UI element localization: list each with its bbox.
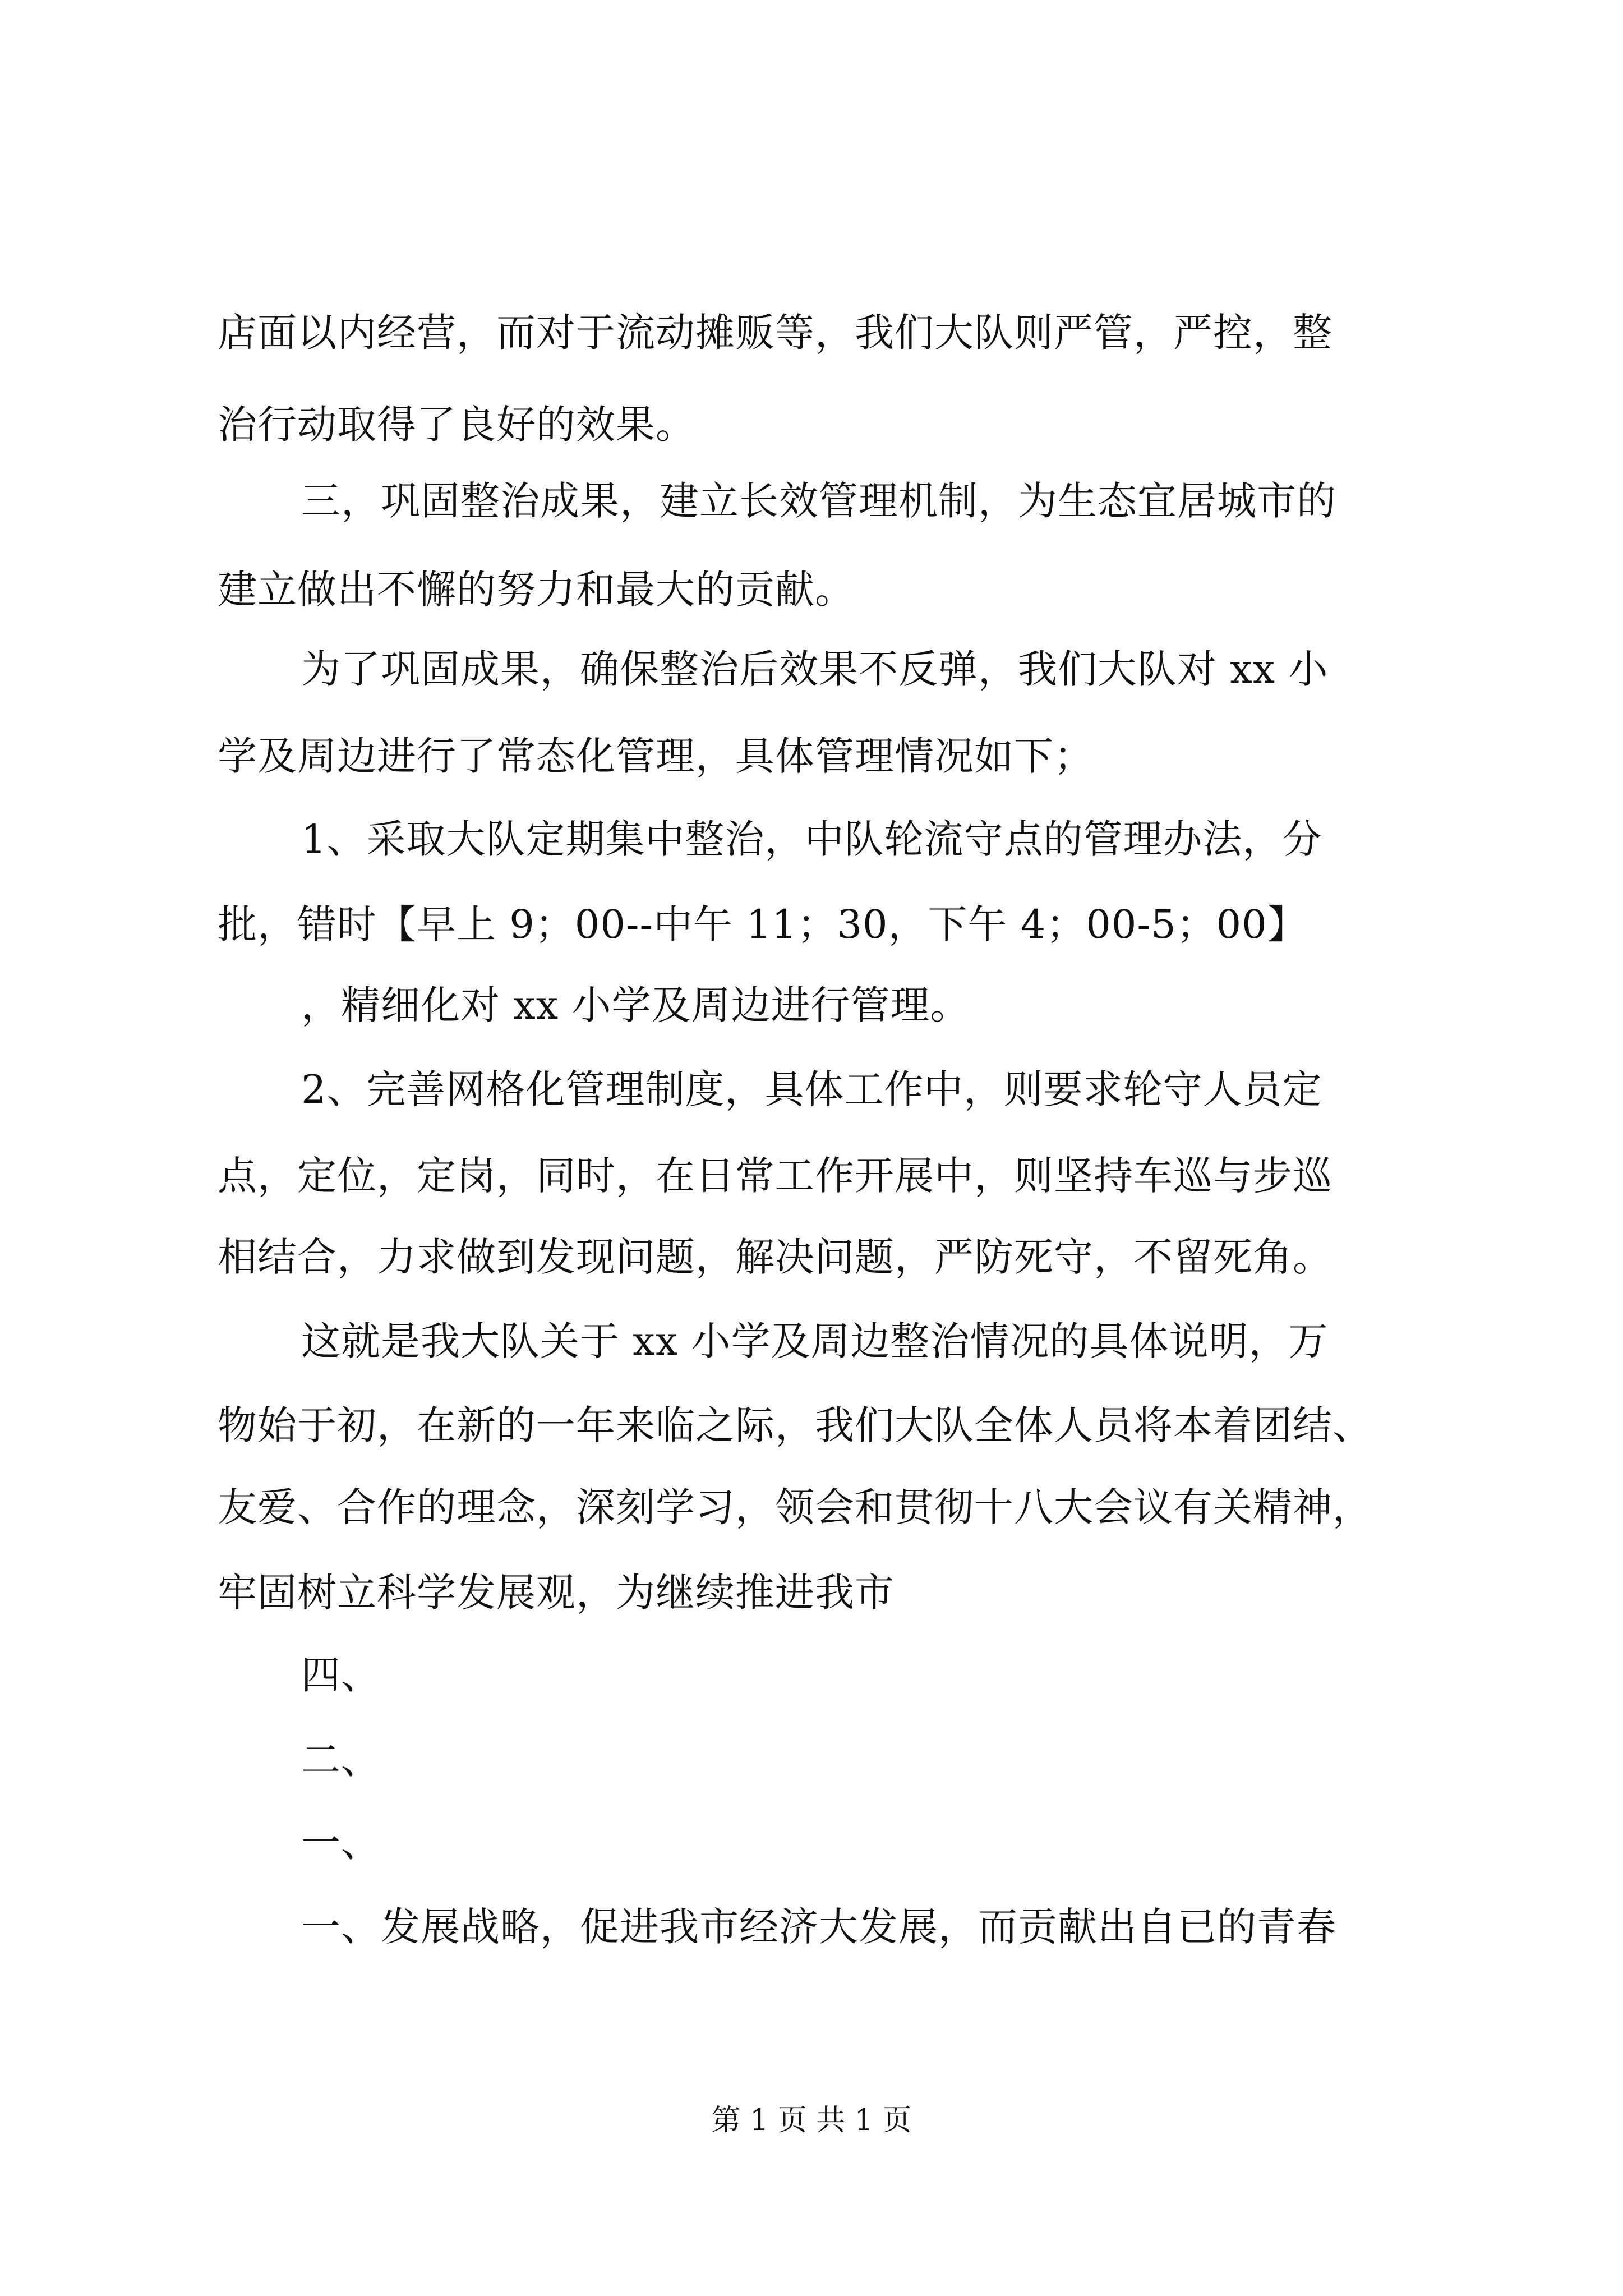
page-footer: 第 1 页 共 1 页 (711, 2104, 912, 2137)
text-line: 学及周边进行了常态化管理，具体管理情况如下； (218, 733, 1094, 779)
text-line: 四、 (301, 1652, 381, 1698)
text-line: 1、采取大队定期集中整治，中队轮流守点的管理办法，分 (301, 816, 1322, 862)
text-line: 一、发展战略，促进我市经济大发展，而贡献出自已的青春 (301, 1904, 1336, 1950)
text-line: 一、 (301, 1820, 381, 1866)
text-line: 批，错时【早上 9；00--中午 11；30，下午 4；00-5；00】 (218, 901, 1307, 947)
text-line: 牢固树立科学发展观，为继续推进我市 (218, 1570, 895, 1616)
text-line: 这就是我大队关于 xx 小学及周边整治情况的具体说明，万 (301, 1318, 1329, 1364)
text-line: 治行动取得了良好的效果。 (218, 402, 695, 448)
text-line: 三，巩固整治成果，建立长效管理机制，为生态宜居城市的 (301, 478, 1336, 524)
text-line: 相结合，力求做到发现问题，解决问题，严防死守，不留死角。 (218, 1234, 1332, 1280)
text-line: ，精细化对 xx 小学及周边进行管理。 (301, 982, 970, 1028)
text-line: 友爱、合作的理念，深刻学习，领会和贯彻十八大会议有关精神， (218, 1484, 1372, 1530)
text-line: 建立做出不懈的努力和最大的贡献。 (218, 567, 855, 613)
text-line: 店面以内经营，而对于流动摊贩等，我们大队则严管，严控，整 (218, 310, 1332, 356)
text-line: 二、 (301, 1737, 381, 1783)
text-line: 为了巩固成果，确保整治后效果不反弹，我们大队对 xx 小 (301, 646, 1329, 692)
text-line: 2、完善网格化管理制度，具体工作中，则要求轮守人员定 (301, 1066, 1322, 1112)
text-line: 物始于初，在新的一年来临之际，我们大队全体人员将本着团结、 (218, 1402, 1372, 1448)
text-line: 点，定位，定岗，同时，在日常工作开展中，则坚持车巡与步巡 (218, 1153, 1332, 1199)
